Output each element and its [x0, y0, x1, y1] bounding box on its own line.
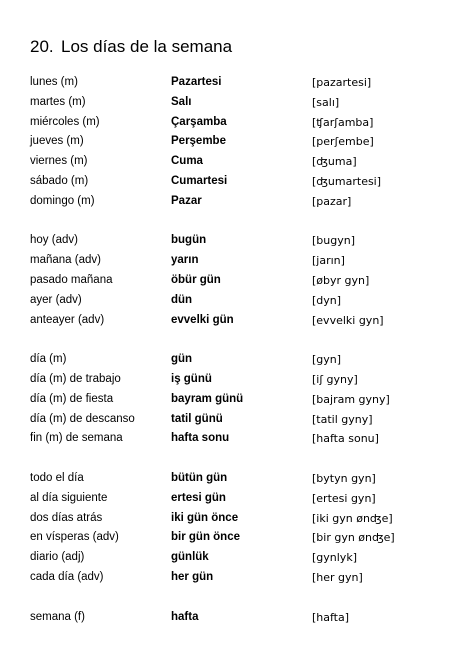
- spanish-term: ayer (adv): [30, 293, 82, 306]
- vocab-row: [30, 291, 460, 311]
- pronunciation: [her gyn]: [312, 570, 363, 584]
- spanish-term: dos días atrás: [30, 511, 103, 524]
- turkish-term: öbür gün: [171, 273, 221, 286]
- vocab-group: [30, 350, 460, 449]
- pronunciation: [ʧarʃamba]: [312, 115, 374, 129]
- vocab-row: [30, 271, 460, 291]
- turkish-term: gün: [171, 353, 193, 366]
- vocab-row: [30, 489, 460, 509]
- spanish-term: día (m) de trabajo: [30, 372, 121, 385]
- spanish-term: martes (m): [30, 95, 86, 108]
- spanish-term: viernes (m): [30, 155, 88, 168]
- spanish-term: en vísperas (adv): [30, 531, 119, 544]
- vocab-row: [30, 172, 460, 192]
- vocab-row: [30, 548, 460, 568]
- pronunciation: [hafta]: [312, 610, 350, 624]
- spanish-term: jueves (m): [30, 135, 84, 148]
- pronunciation: [ertesi gyn]: [312, 491, 376, 505]
- spanish-term: diario (adj): [30, 551, 85, 564]
- pronunciation: [pazartesi]: [312, 76, 372, 89]
- vocab-row: [30, 469, 460, 489]
- vocab-row: [30, 390, 460, 410]
- spanish-term: cada día (adv): [30, 570, 104, 583]
- turkish-term: yarın: [171, 254, 199, 267]
- pronunciation: [øbyr gyn]: [312, 273, 370, 287]
- vocab-row: [30, 410, 460, 430]
- spanish-term: pasado mañana: [30, 273, 113, 286]
- spanish-term: miércoles (m): [30, 115, 100, 128]
- spanish-term: al día siguiente: [30, 491, 108, 504]
- vocab-row: [30, 73, 460, 93]
- turkish-term: ertesi gün: [171, 491, 226, 504]
- vocab-row: [30, 509, 460, 529]
- spanish-term: sábado (m): [30, 174, 89, 187]
- section-number: 20.: [30, 37, 54, 56]
- spanish-term: día (m) de fiesta: [30, 392, 114, 405]
- vocab-row: [30, 251, 460, 271]
- pronunciation: [perʃembe]: [312, 135, 374, 149]
- spanish-term: día (m) de descanso: [30, 412, 135, 425]
- vocab-row: [30, 132, 460, 152]
- turkish-term: her gün: [171, 570, 214, 583]
- pronunciation: [gynlyk]: [312, 551, 357, 565]
- pronunciation: [jarın]: [312, 254, 345, 268]
- vocab-row: [30, 113, 460, 133]
- spanish-term: mañana (adv): [30, 254, 101, 267]
- pronunciation: [pazar]: [312, 194, 352, 208]
- pronunciation: [bir gyn ønʤe]: [312, 531, 395, 545]
- turkish-term: bugün: [171, 234, 207, 247]
- vocab-group: [30, 469, 460, 588]
- turkish-term: Pazar: [171, 194, 202, 207]
- turkish-term: evvelki gün: [171, 313, 234, 326]
- vocab-group: [30, 73, 460, 212]
- vocabulary-table: [30, 73, 460, 627]
- turkish-term: hafta sonu: [171, 432, 230, 445]
- spanish-term: anteayer (adv): [30, 313, 105, 326]
- pronunciation: [dyn]: [312, 293, 342, 307]
- pronunciation: [hafta sonu]: [312, 432, 379, 446]
- pronunciation: [tatil gyny]: [312, 412, 373, 426]
- vocab-row: [30, 231, 460, 251]
- vocab-row: [30, 568, 460, 588]
- pronunciation: [gyn]: [312, 353, 342, 367]
- vocab-row: [30, 93, 460, 113]
- turkish-term: Salı: [171, 95, 192, 108]
- turkish-term: bütün gün: [171, 471, 228, 484]
- spanish-term: hoy (adv): [30, 234, 78, 247]
- vocab-row: [30, 528, 460, 548]
- turkish-term: dün: [171, 293, 193, 306]
- section-title: Los días de la semana: [61, 37, 233, 56]
- pronunciation: [ʤuma]: [312, 155, 357, 169]
- turkish-term: Cumartesi: [171, 174, 228, 187]
- turkish-term: bir gün önce: [171, 531, 240, 544]
- turkish-term: tatil günü: [171, 412, 223, 425]
- vocab-row: [30, 370, 460, 390]
- vocab-group: [30, 231, 460, 330]
- turkish-term: hafta: [171, 610, 199, 623]
- spanish-term: fin (m) de semana: [30, 432, 123, 445]
- vocab-row: [30, 608, 460, 628]
- turkish-term: iki gün önce: [171, 511, 239, 524]
- page-title: [30, 37, 232, 57]
- turkish-term: Cuma: [171, 155, 203, 168]
- pronunciation: [iʃ gyny]: [312, 372, 358, 386]
- pronunciation: [ʤumartesi]: [312, 174, 382, 188]
- vocab-row: [30, 311, 460, 331]
- pronunciation: [salı]: [312, 95, 340, 109]
- pronunciation: [bugyn]: [312, 234, 356, 248]
- pronunciation: [bajram gyny]: [312, 392, 390, 406]
- spanish-term: todo el día: [30, 471, 84, 484]
- vocab-row: [30, 350, 460, 370]
- vocab-row: [30, 429, 460, 449]
- pronunciation: [evvelki gyn]: [312, 313, 384, 327]
- turkish-term: Çarşamba: [171, 115, 227, 128]
- spanish-term: lunes (m): [30, 76, 78, 88]
- vocab-group: [30, 608, 460, 628]
- turkish-term: Perşembe: [171, 135, 226, 148]
- vocab-row: [30, 192, 460, 212]
- vocab-row: [30, 152, 460, 172]
- pronunciation: [bytyn gyn]: [312, 471, 376, 485]
- turkish-term: günlük: [171, 551, 209, 564]
- spanish-term: semana (f): [30, 610, 85, 623]
- spanish-term: domingo (m): [30, 194, 95, 207]
- pronunciation: [iki gyn ønʤe]: [312, 511, 393, 525]
- turkish-term: Pazartesi: [171, 76, 222, 88]
- turkish-term: bayram günü: [171, 392, 244, 405]
- turkish-term: iş günü: [171, 372, 212, 385]
- spanish-term: día (m): [30, 353, 67, 366]
